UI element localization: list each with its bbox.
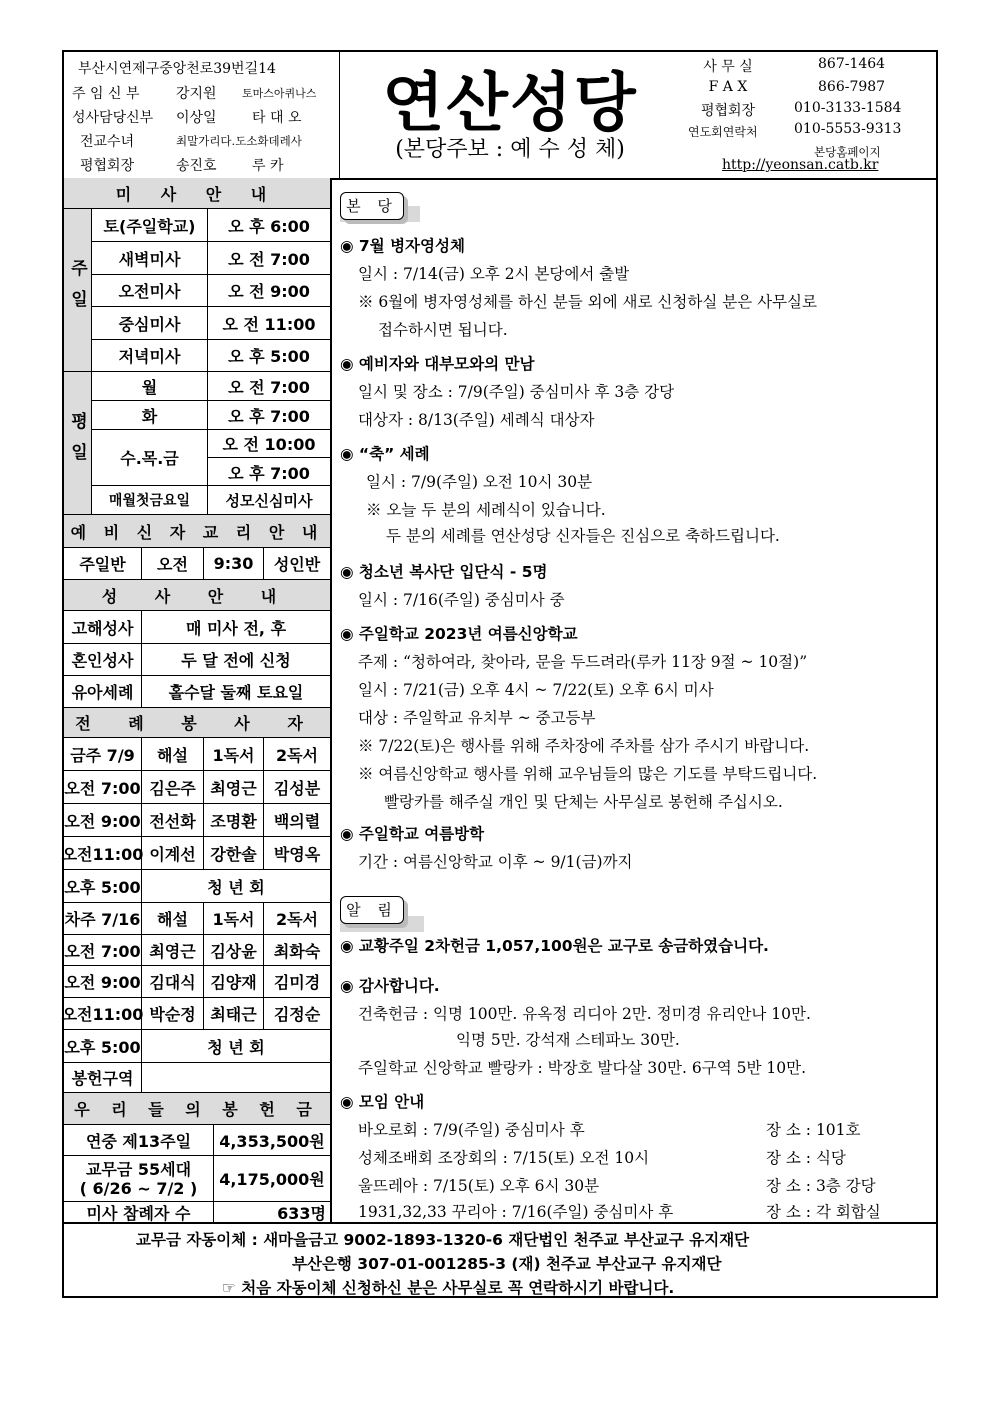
liturgy-row <box>61 998 330 1030</box>
liturgy-person: 백의렬 <box>273 811 321 831</box>
liturgy-person: 강한솔 <box>204 837 264 869</box>
mass-row <box>92 209 330 242</box>
thanks-heading: ◉ 감사합니다. <box>340 977 440 995</box>
meeting-where: 장 소 : 101호 <box>766 1121 861 1139</box>
offering-title-row <box>64 1093 330 1125</box>
liturgy-person: 박영옥 <box>273 844 321 864</box>
mass-name: 토(주일학교) <box>92 209 208 241</box>
mass-row <box>92 401 330 430</box>
liturgy-row <box>64 870 330 903</box>
notice-heading: ◉ “축” 세례 <box>340 445 430 463</box>
liturgy-row <box>64 935 330 966</box>
offering-row <box>64 1156 330 1202</box>
mass-time: 오 전 10:00 <box>208 430 330 458</box>
contact-label: 사 무 실 <box>703 59 753 75</box>
notice-line: 일시 : 7/16(주일) 중심미사 중 <box>358 591 565 609</box>
mass-name: 수.목.금 <box>92 430 208 485</box>
meeting-what: 바오로회 : 7/9(주일) 중심미사 후 <box>358 1121 585 1139</box>
mass-time: 오 후 7:00 <box>228 406 310 426</box>
liturgy-person: 김성분 <box>273 778 321 798</box>
liturgy-group: 청 년 회 <box>207 877 265 897</box>
catechumen-row <box>64 548 330 580</box>
remit-heading: ◉ 교황주일 2차헌금 1,057,100원은 교구로 송금하였습니다. <box>340 937 769 955</box>
notice-line: 일시 : 7/9(주일) 오전 10시 30분 <box>366 473 593 491</box>
mass-row <box>92 486 330 515</box>
liturgy-person: 박순정 <box>142 998 204 1029</box>
notice-line: 빨랑카를 해주실 개인 및 단체는 사무실로 봉헌해 주십시오. <box>384 793 783 811</box>
liturgy-time: 오후 5:00 <box>64 870 142 902</box>
contact-value: 010-3133-1584 <box>794 100 902 116</box>
mass-name: 새벽미사 <box>92 242 208 274</box>
parish-tag: 본 당 <box>340 192 404 220</box>
contact-value: 867-1464 <box>818 56 886 72</box>
liturgy-title-row <box>64 708 330 738</box>
offering-name-line: ( 6/26 ~ 7/2 ) <box>79 1178 198 1198</box>
staff-name: 강지원 <box>176 86 217 102</box>
sacrament-name: 혼인성사 <box>64 644 142 675</box>
liturgy-person: 최영근 <box>204 771 264 803</box>
notice-line: 대상자 : 8/13(주일) 세례식 대상자 <box>358 411 595 429</box>
meeting-what: 울뜨레아 : 7/15(토) 오후 6시 30분 <box>358 1177 600 1195</box>
offering-value: 4,353,500원 <box>219 1131 325 1151</box>
staff-role: 주 임 신 부 <box>72 86 140 102</box>
right-column <box>332 178 936 1222</box>
footer-line: 교무금 자동이체 : 새마을금고 9002-1893-1320-6 재단법인 천주교 부산교구 유지재단 <box>136 1231 750 1249</box>
thanks-line: 주일학교 신앙학교 빨랑카 : 박장호 발다살 30만. 6구역 5반 10만. <box>358 1059 806 1077</box>
sacrament-value: 두 달 전에 신청 <box>181 651 291 670</box>
notice-tag: 알 림 <box>340 896 404 924</box>
mass-row <box>92 430 330 486</box>
notice-line: ※ 오늘 두 분의 세례식이 있습니다. <box>366 501 606 519</box>
offering-name <box>64 1156 214 1201</box>
liturgy-col: 1독서 <box>204 903 264 934</box>
sacrament-value: 홀수달 둘째 토요일 <box>168 683 304 702</box>
staff-name: 이상일 <box>176 110 217 126</box>
liturgy-title: 전 례 봉 사 자 <box>75 714 319 733</box>
meeting-where: 장 소 : 식당 <box>766 1149 846 1167</box>
contact-value: 866-7987 <box>818 79 886 95</box>
liturgy-week: 차주 7/16 <box>64 903 142 934</box>
homepage-link[interactable]: http://yeonsan.catb.kr <box>722 157 879 173</box>
catechumen-cell: 9:30 <box>204 548 264 579</box>
meeting-what: 1931,32,33 꾸리아 : 7/16(주일) 중심미사 후 <box>358 1203 674 1221</box>
offering-row <box>64 1125 330 1156</box>
notice-heading: ◉ 주일학교 2023년 여름신앙학교 <box>340 625 578 643</box>
liturgy-header-row <box>64 738 330 771</box>
sacrament-row <box>64 611 330 644</box>
liturgy-time: 오전 9:00 <box>64 804 142 836</box>
bulletin-frame <box>62 50 938 1298</box>
liturgy-person: 전선화 <box>142 804 204 836</box>
staff-name: 송진호 <box>176 158 217 174</box>
meeting-where: 장 소 : 3층 강당 <box>766 1177 876 1195</box>
weekday-label: 평일 <box>67 412 87 474</box>
notice-line: 두 분의 세례를 연산성당 신자들은 진심으로 축하드립니다. <box>386 527 780 545</box>
offering-area-label: 봉헌구역 <box>64 1063 142 1092</box>
mass-name: 화 <box>92 401 208 429</box>
mass-time: 오 전 7:00 <box>228 377 310 397</box>
mass-time: 오 후 6:00 <box>228 216 310 236</box>
staff-baptism: 루 카 <box>252 158 284 174</box>
liturgy-col: 2독서 <box>275 745 319 765</box>
meeting-where: 장 소 : 각 회합실 <box>766 1203 881 1221</box>
page-subtitle: (본당주보 : 예 수 성 체) <box>395 137 625 162</box>
footer-line: 부산은행 307-01-001285-3 (재) 천주교 부산교구 유지재단 <box>292 1255 722 1273</box>
mass-time: 오 전 7:00 <box>228 249 310 269</box>
liturgy-time: 오전 7:00 <box>64 935 142 965</box>
thanks-line: 건축헌금 : 익명 100만. 유옥정 리디아 2만. 정미경 유리안나 10만. <box>358 1005 811 1023</box>
mass-row <box>92 307 330 340</box>
sacrament-name: 유아세례 <box>64 676 142 707</box>
notice-line: 일시 : 7/21(금) 오후 4시 ~ 7/22(토) 오후 6시 미사 <box>358 681 714 699</box>
liturgy-group: 청 년 회 <box>207 1037 265 1057</box>
mass-time: 오 전 9:00 <box>228 282 310 301</box>
offering-row <box>64 1202 330 1222</box>
meeting-heading: ◉ 모임 안내 <box>340 1093 425 1111</box>
header-staff <box>64 52 340 178</box>
offering-title: 우 리 들 의 봉 헌 금 <box>74 1100 320 1119</box>
sunday-label: 주일 <box>67 259 87 321</box>
offering-value: 633명 <box>277 1203 326 1223</box>
header <box>64 52 936 180</box>
notice-line: 주제 : “청하여라, 찾아라, 문을 두드려라(루카 11장 9절 ~ 10절)” <box>358 653 808 671</box>
notice-heading: ◉ 주일학교 여름방학 <box>340 825 485 843</box>
staff-baptism: 토마스아퀴나스 <box>242 87 317 100</box>
liturgy-col: 1독서 <box>204 738 264 770</box>
liturgy-time: 오전 9:00 <box>64 966 142 997</box>
mass-name: 매월첫금요일 <box>92 486 208 514</box>
notice-heading: ◉ 예비자와 대부모와의 만남 <box>340 355 535 373</box>
mass-row <box>92 372 330 401</box>
footer <box>64 1222 936 1300</box>
liturgy-row <box>64 1030 330 1063</box>
liturgy-header-row <box>64 903 330 935</box>
liturgy-person: 최태근 <box>204 998 264 1029</box>
sacrament-name: 고해성사 <box>64 611 142 643</box>
mass-row <box>92 340 330 372</box>
notice-heading: ◉ 7월 병자영성체 <box>340 237 465 255</box>
catechumen-cell: 주일반 <box>64 548 142 579</box>
header-contacts <box>684 52 936 178</box>
liturgy-time: 오전 7:00 <box>64 771 142 803</box>
liturgy-col: 해설 <box>142 738 204 770</box>
page-title: 연산성당 <box>382 67 638 141</box>
staff-baptism: 타 대 오 <box>252 110 302 126</box>
liturgy-person: 조명환 <box>204 804 264 836</box>
staff-role: 평협회장 <box>80 158 135 174</box>
mass-time: 오 후 7:00 <box>228 463 310 483</box>
liturgy-person: 최영근 <box>142 935 204 965</box>
notice-line: 대상 : 주일학교 유치부 ~ 중고등부 <box>358 709 596 727</box>
header-title-block <box>340 52 680 178</box>
offering-name: 미사 참례자 수 <box>64 1202 214 1222</box>
offering-area-value <box>142 1063 330 1092</box>
liturgy-row <box>64 771 330 804</box>
notice-heading: ◉ 청소년 복사단 입단식 - 5명 <box>340 563 548 581</box>
mass-title: 미 사 안 내 <box>115 184 279 204</box>
liturgy-person: 김대식 <box>142 966 204 997</box>
left-column <box>61 178 332 1223</box>
liturgy-col: 해설 <box>142 903 204 934</box>
contact-label: 연도회연락처 <box>688 125 758 139</box>
offering-name-line: 교무금 55세대 <box>85 1159 192 1179</box>
catechumen-cell: 오전 <box>142 548 204 579</box>
offering-name: 연중 제13주일 <box>64 1125 214 1155</box>
liturgy-time: 오전11:00 <box>64 837 142 869</box>
catechumen-title-row <box>64 515 330 548</box>
notice-line: 일시 및 장소 : 7/9(주일) 중심미사 후 3층 강당 <box>358 383 675 401</box>
liturgy-week: 금주 7/9 <box>64 738 142 770</box>
mass-name: 중심미사 <box>92 307 208 339</box>
liturgy-person: 김은주 <box>142 771 204 803</box>
mass-row <box>92 242 330 275</box>
mass-row <box>92 275 330 307</box>
catechumen-cell: 성인반 <box>273 555 321 574</box>
mass-time: 오 전 11:00 <box>222 314 316 334</box>
liturgy-person: 김상윤 <box>204 935 264 965</box>
contact-label: 평협회장 <box>700 103 756 119</box>
offering-area-row <box>64 1063 330 1093</box>
liturgy-row <box>64 804 330 837</box>
liturgy-time: 오전11:00 <box>64 998 142 1029</box>
staff-role: 전교수녀 <box>80 134 135 150</box>
notice-line: 기간 : 여름신앙학교 이후 ~ 9/1(금)까지 <box>358 853 633 871</box>
liturgy-row <box>61 837 330 870</box>
meeting-what: 성체조배회 조장회의 : 7/15(토) 오전 10시 <box>358 1149 650 1167</box>
mass-name: 월 <box>92 372 208 400</box>
thanks-line: 익명 5만. 강석재 스테파노 30만. <box>456 1031 680 1049</box>
mass-time: 오 후 5:00 <box>228 347 310 366</box>
notice-line: 접수하시면 됩니다. <box>378 321 508 339</box>
notice-line: ※ 여름신앙학교 행사를 위해 교우님들의 많은 기도를 부탁드립니다. <box>358 765 818 783</box>
mass-name: 오전미사 <box>92 275 208 306</box>
mass-title-row <box>64 178 330 209</box>
sacrament-title-row <box>64 580 330 611</box>
contact-value: 010-5553-9313 <box>794 121 902 137</box>
sacrament-row <box>64 644 330 676</box>
liturgy-person: 최화숙 <box>273 941 321 961</box>
footer-line: ☞ 처음 자동이체 신청하신 분은 사무실로 꼭 연락하시기 바랍니다. <box>222 1279 675 1297</box>
liturgy-person: 김양재 <box>204 966 264 997</box>
mass-time: 성모신심미사 <box>225 491 313 510</box>
notice-line: 일시 : 7/14(금) 오후 2시 본당에서 출발 <box>358 265 630 283</box>
liturgy-col: 2독서 <box>275 910 319 929</box>
staff-role: 성사담당신부 <box>72 110 154 126</box>
contact-label: F A X <box>708 79 748 95</box>
liturgy-row <box>64 966 330 998</box>
sacrament-row <box>64 676 330 708</box>
liturgy-person: 김미경 <box>273 973 321 992</box>
address: 부산시연제구중앙천로39번길14 <box>78 61 276 77</box>
staff-baptism: 최말가리다.도소화데레사 <box>176 134 302 148</box>
notice-line: ※ 7/22(토)은 행사를 위해 주차장에 주차를 삼가 주시기 바랍니다. <box>358 737 810 755</box>
liturgy-person: 김정순 <box>273 1005 321 1024</box>
liturgy-person: 이계선 <box>142 837 204 869</box>
sacrament-value: 매 미사 전, 후 <box>185 618 287 638</box>
sacrament-title: 성 사 안 내 <box>101 586 293 606</box>
liturgy-time: 오후 5:00 <box>64 1030 142 1062</box>
catechumen-title: 예 비 신 자 교 리 안 내 <box>70 522 324 542</box>
offering-value: 4,175,000원 <box>219 1170 325 1189</box>
notice-line: ※ 6월에 병자영성체를 하신 분들 외에 새로 신청하실 분은 사무실로 <box>358 293 818 311</box>
homepage-label: 본당홈페이지 <box>814 145 881 159</box>
mass-name: 저녁미사 <box>92 340 208 371</box>
